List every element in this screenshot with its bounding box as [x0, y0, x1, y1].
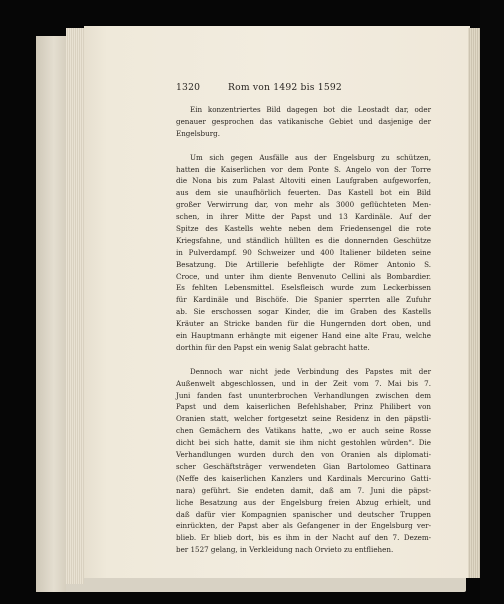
text-line: Es fehlten Lebensmittel. Eselsfleisch wurde zum Leckerbissen [176, 283, 431, 293]
page-number: 1320 [176, 82, 201, 93]
page-edges-left [66, 28, 84, 584]
text-line: liche Besatzung aus der Engelsburg freien Abzug erhielt, und [176, 497, 431, 507]
text-line: Verhandlungen wurden durch den von Oranien als diplomati- [176, 450, 431, 460]
text-line: Kriegsfahne, und ständlich hüllten es die donnernden Geschütze [176, 235, 431, 245]
text-line: für Kardinäle und Bischöfe. Die Spanier sperrten alle Zufuhr [176, 295, 431, 305]
text-line: Außenwelt abgeschlossen, und in der Zeit vom 7. Mai bis 7. [176, 378, 431, 388]
text-line: daß dafür vier Kompagnien spanischer und deutscher Truppen [176, 509, 431, 519]
background-right [480, 0, 504, 604]
page-edges-right [468, 28, 480, 578]
page-header [176, 82, 432, 96]
text-line: dicht bei sich hatte, damit sie ihm nicht gestohlen würden“. Die [176, 438, 431, 448]
text-line: aus dem sie unaufhörlich feuerten. Das Kastell bot ein Bild [176, 188, 431, 198]
paragraph-gap [176, 354, 431, 366]
text-line: ber 1527 gelang, in Verkleidung nach Orvieto zu entfliehen. [176, 545, 394, 555]
text-line: ab. Sie erschossen sogar Kinder, die im Graben des Kastells [176, 307, 431, 317]
page-body-text [176, 104, 431, 556]
text-line: einrückten, der Papst aber als Gefangener in der Engelsburg ver- [176, 521, 431, 531]
text-line: (Neffe des kaiserlichen Kanzlers und Kardinals Mercurino Gatti- [176, 473, 431, 483]
text-line: nara) geführt. Sie endeten damit, daß am 7. Juni die päpst- [176, 485, 431, 495]
text-line: in Pulverdampf. 90 Schweizer und 400 Italiener bildeten seine [176, 247, 431, 257]
text-line: Dennoch war nicht jede Verbindung des Papstes mit der [190, 366, 431, 376]
text-line: Spitze des Kastells wehte neben dem Friedensengel die rote [176, 224, 431, 234]
text-line: Um sich gegen Ausfälle aus der Engelsburg zu schützen, [190, 152, 431, 162]
text-line: Besatzung. Die Artillerie befehligte der Römer Antonio S. [176, 259, 431, 269]
text-line: Croce, und unter ihm diente Benvenuto Cellini als Bombardier. [176, 271, 431, 281]
text-line: blieb. Er blieb dort, bis es ihm in der Nacht auf den 7. Dezem- [176, 533, 431, 543]
text-line: scher Geschäftsträger verwendeten Gian Bartolomeo Gattinara [176, 461, 431, 471]
book-spine [36, 36, 66, 592]
paragraph [176, 366, 431, 556]
text-line: ein Hauptmann erhängte mit eigener Hand eine alte Frau, welche [176, 331, 431, 341]
paragraph [176, 104, 431, 140]
text-line: genauer gesprochen das vatikanische Gebiet und dasjenige der [176, 116, 431, 126]
text-line: Papst und dem kaiserlichen Befehlshaber, Prinz Philibert von [176, 402, 431, 412]
text-line: Kräuter an Stricke banden für die Hungernden dort oben, und [176, 319, 431, 329]
running-title: Rom von 1492 bis 1592 [228, 82, 342, 93]
paragraph-gap [176, 140, 431, 152]
text-line: dorthin für den Papst ein wenig Salat gebracht hatte. [176, 342, 370, 352]
text-line: hatten die Kaiserlichen vor dem Ponte S. Angelo von der Torre [176, 164, 431, 174]
text-line: großer Verwirrung dar, von mehr als 3000 geflüchteten Men- [176, 200, 431, 210]
text-line: Oranien statt, welcher fortgesetzt seine Residenz in den päpstli- [176, 414, 431, 424]
paragraph [176, 152, 431, 354]
text-line: Engelsburg. [176, 128, 220, 138]
text-line: chen Gemächern des Vatikans hatte, „wo er auch seine Rosse [176, 426, 431, 436]
text-line: schen, in ihrer Mitte der Papst und 13 Kardinäle. Auf der [176, 212, 431, 222]
text-line: Ein konzentriertes Bild dagegen bot die Leostadt dar, oder [190, 105, 431, 114]
text-line: die Nona bis zum Palast Altoviti einen Laufgraben aufgeworfen, [176, 176, 431, 186]
text-line: Juni fanden fast ununterbrochen Verhandlungen zwischen dem [176, 390, 431, 400]
